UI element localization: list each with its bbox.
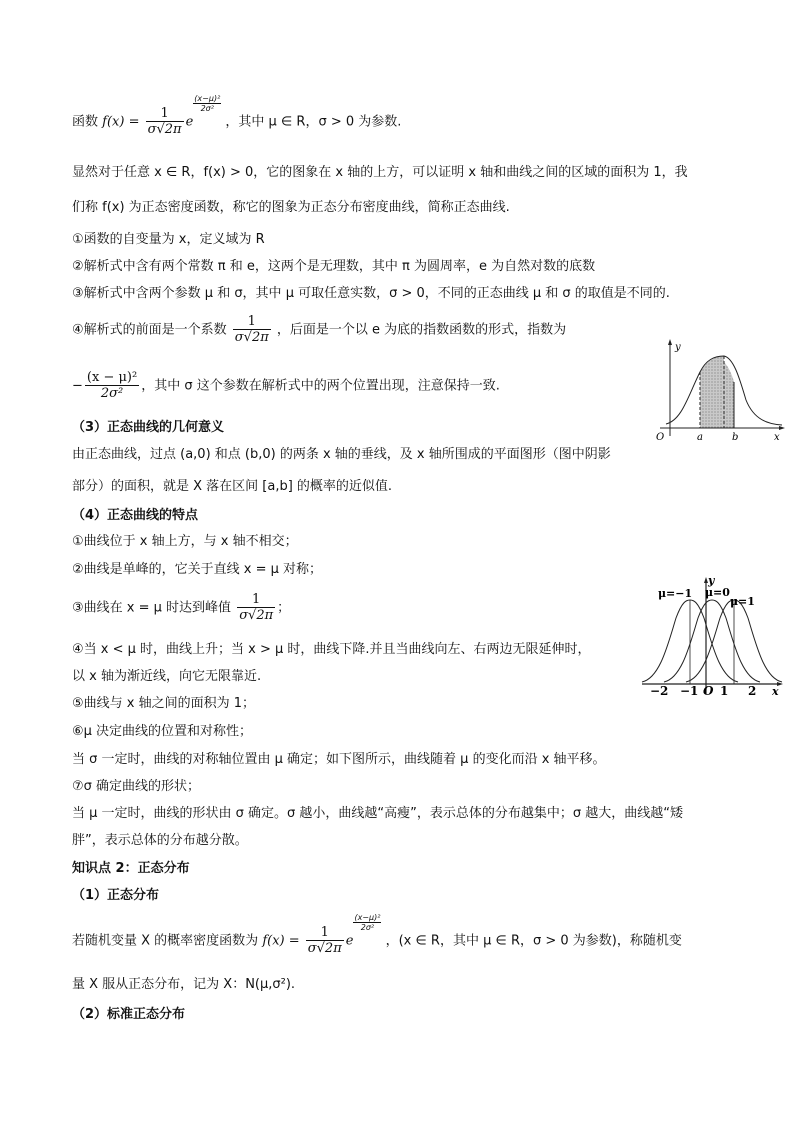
section-heading: 知识点 2：正态分布 bbox=[72, 861, 190, 876]
paragraph-line: 量 X 服从正态分布，记为 X：N(μ,σ²). bbox=[72, 977, 296, 992]
tick-2: 2 bbox=[748, 684, 757, 698]
list-item: ①函数的自变量为 x，定义域为 R bbox=[72, 232, 265, 247]
pdf-exponent: $\frac{\text{(x−μ)²}}{\text{2σ²}}$ bbox=[354, 913, 381, 932]
paragraph-line: 当 μ 一定时，曲线的形状由 σ 确定。σ 越小，曲线越“高瘦”，表示总体的分布越集中；σ 越大，曲线越“矮 bbox=[72, 806, 683, 821]
x-label: x bbox=[772, 685, 779, 698]
paragraph-line: 显然对于任意 x ∈ R，f(x) > 0，它的图象在 x 轴的上方，可以证明 x 轴和曲线之间的区域的面积为 1，我 bbox=[72, 165, 688, 180]
peak-fraction: $\frac{1}{\sigma√2\pi}$ bbox=[239, 592, 274, 623]
x-label: x bbox=[774, 432, 780, 443]
y-label: y bbox=[708, 574, 715, 587]
list-item: ⑦σ 确定曲线的形状； bbox=[72, 779, 201, 794]
paragraph-line: 胖”，表示总体的分布越分散。 bbox=[72, 833, 248, 848]
section-heading: （3）正态曲线的几何意义 bbox=[72, 420, 225, 435]
section-heading: （1）正态分布 bbox=[72, 888, 160, 903]
list-item: ④解析式的前面是一个系数 $\frac{1}{\sigma√2\pi}$ ，后面是一个以 e 为底的指数函数的形式，指数为 bbox=[72, 314, 567, 345]
tick-1: 1 bbox=[720, 684, 729, 698]
paragraph-line: 由正态曲线，过点 (a,0) 和点 (b,0) 的两条 x 轴的垂线，及 x 轴所围成的平面图形（图中阴影 bbox=[72, 447, 611, 462]
pdf-coefficient: $\frac{1}{\sigma√2\pi}$ bbox=[147, 106, 182, 137]
list-item: ⑥μ 决定曲线的位置和对称性； bbox=[72, 724, 253, 739]
pdf-suffix: ，其中 μ ∈ R，σ > 0 为参数. bbox=[225, 114, 402, 130]
section-heading: （2）标准正态分布 bbox=[72, 1007, 186, 1022]
list-item: ②解析式中含有两个常数 π 和 e，这两个是无理数，其中 π 为圆周率，e 为自然对数的底数 bbox=[72, 259, 596, 274]
normal-curves-mu-figure bbox=[638, 574, 788, 700]
list-item: ④当 x < μ 时，曲线上升；当 x > μ 时，曲线下降.并且当曲线向左、右两边无限延伸时， bbox=[72, 642, 591, 657]
list-item: ③曲线在 x = μ 时达到峰值 $\frac{1}{\sigma√2\pi}$ ； bbox=[72, 592, 291, 623]
label-mu-1: μ=1 bbox=[730, 595, 755, 608]
label-mu-minus1: μ=−1 bbox=[658, 587, 693, 600]
pdf-coefficient: $\frac{1}{\sigma√2\pi}$ bbox=[307, 925, 342, 956]
paragraph-line: 部分）的面积，就是 X 落在区间 [a,b] 的概率的近似值. bbox=[72, 479, 393, 494]
pdf-e: e bbox=[185, 114, 194, 130]
tick-a: a bbox=[697, 432, 703, 443]
pdf-definition-line bbox=[72, 94, 402, 138]
coefficient-fraction: $\frac{1}{\sigma√2\pi}$ bbox=[234, 314, 269, 345]
normal-distribution-definition: 若随机变量 X 的概率密度函数为 f(x) = $\frac{1}{\sigma√2\pi}$ e $\frac{\text{(x−μ)²}}{\text{2σ²}}$ ，(x ∈ R，其中 μ ∈ R，σ > 0 为参数)，称随机变 bbox=[72, 913, 682, 956]
section-heading: （4）正态曲线的特点 bbox=[72, 508, 199, 523]
paragraph-line: 当 σ 一定时，曲线的对称轴位置由 μ 确定；如下图所示，曲线随着 μ 的变化而沿 x 轴平移。 bbox=[72, 752, 606, 767]
label-mu-0: μ=0 bbox=[705, 586, 730, 599]
y-label: y bbox=[675, 342, 681, 353]
list-item: ⑤曲线与 x 轴之间的面积为 1； bbox=[72, 696, 256, 711]
exponent-fraction: $\frac{\text{(x − μ)²}}{\text{2σ²}}$ bbox=[86, 370, 138, 401]
list-item: ③解析式中含两个参数 μ 和 σ，其中 μ 可取任意实数，σ > 0，不同的正态曲线 μ 和 σ 的取值是不同的. bbox=[72, 286, 670, 301]
pdf-prefix: 函数 bbox=[72, 114, 99, 130]
shaded-region bbox=[700, 356, 734, 428]
pdf-lhs: f(x) = bbox=[102, 114, 140, 130]
list-item: 以 x 轴为渐近线，向它无限靠近. bbox=[72, 669, 262, 684]
list-item: − $\frac{\text{(x − μ)²}}{\text{2σ²}}$ ，其中 σ 这个参数在解析式中的两个位置出现，注意保持一致. bbox=[72, 370, 500, 401]
origin-label: O bbox=[656, 432, 665, 443]
tick-b: b bbox=[732, 432, 739, 443]
tick-minus1: −1 bbox=[680, 684, 699, 698]
paragraph-line: 们称 f(x) 为正态密度函数，称它的图象为正态分布密度曲线，简称正态曲线. bbox=[72, 200, 510, 215]
list-item: ①曲线位于 x 轴上方，与 x 轴不相交； bbox=[72, 534, 298, 549]
pdf-exponent: $\frac{\text{(x−μ)²}}{\text{2σ²}}$ bbox=[194, 94, 221, 113]
tick-minus2: −2 bbox=[650, 684, 669, 698]
list-item: ②曲线是单峰的，它关于直线 x = μ 对称； bbox=[72, 562, 323, 577]
tick-origin: O bbox=[703, 684, 714, 698]
normal-curve-shaded-figure bbox=[648, 336, 788, 448]
